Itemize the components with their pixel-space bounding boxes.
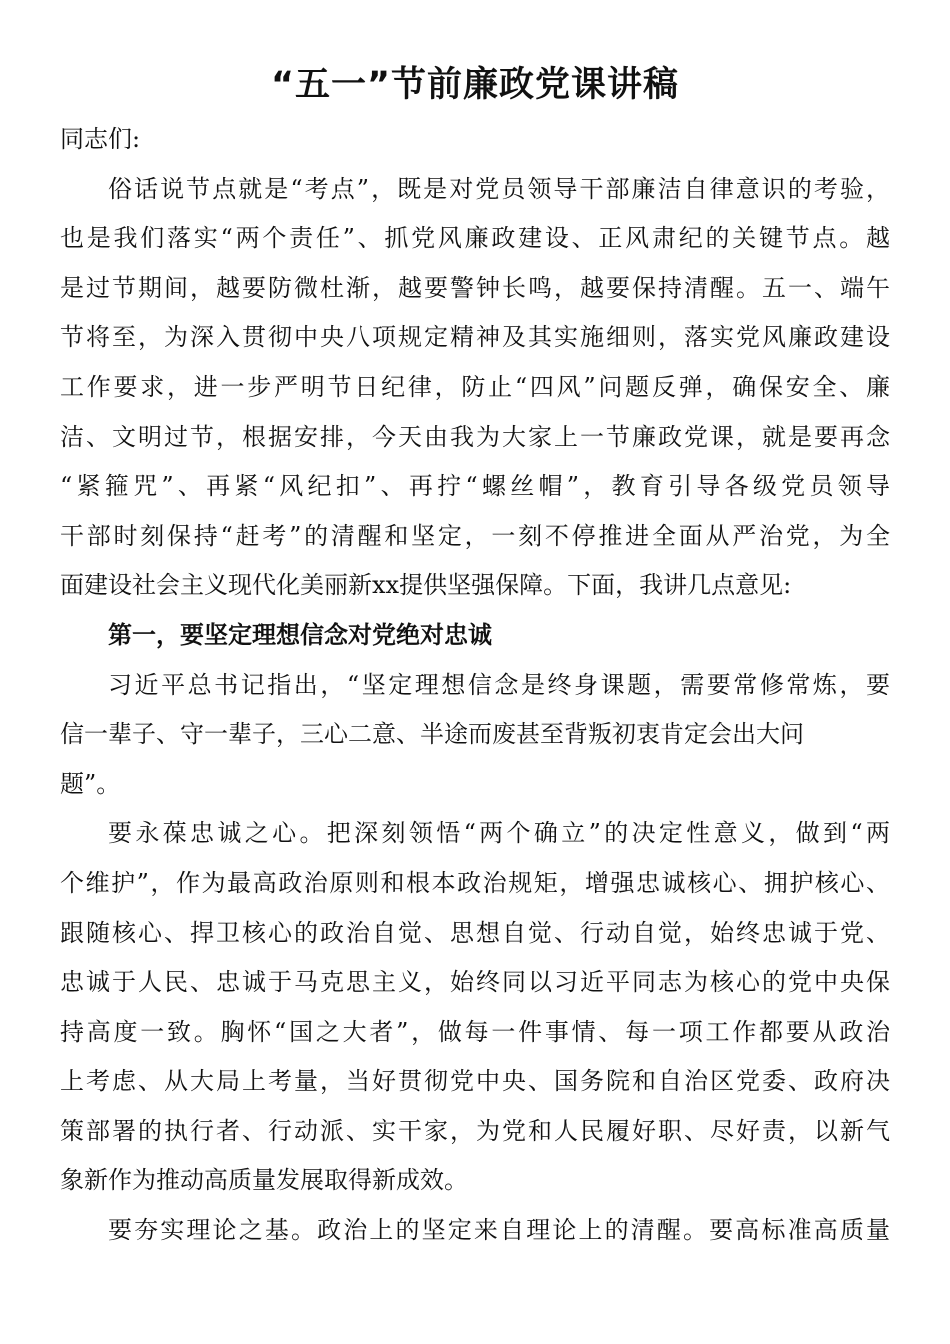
text-line: 干部时刻保持“赶考”的清醒和坚定，一刻不停推进全面从严治党，为全 xyxy=(60,521,890,550)
text-line: 是过节期间，越要防微杜渐，越要警钟长鸣，越要保持清醒。五一、端午 xyxy=(60,273,890,302)
text-line: 策部署的执行者、行动派、实干家，为党和人民履好职、尽好责，以新气 xyxy=(60,1116,890,1145)
text-line: 上考虑、从大局上考量，当好贯彻党中央、国务院和自治区党委、政府决 xyxy=(60,1067,890,1096)
text-line: 节将至，为深入贯彻中央八项规定精神及其实施细则，落实党风廉政建设 xyxy=(60,323,890,352)
text-line: 面建设社会主义现代化美丽新xx提供坚强保障。下面，我讲几点意见: xyxy=(60,571,792,600)
text-line: 个维护”，作为最高政治原则和根本政治规矩，增强忠诚核心、拥护核心、 xyxy=(60,868,890,897)
text-line: 持高度一致。胸怀“国之大者”，做每一件事情、每一项工作都要从政治 xyxy=(60,1017,890,1046)
text-line: 信一辈子、守一辈子，三心二意、半途而废甚至背叛初衷肯定会出大问 xyxy=(60,720,804,749)
document-body xyxy=(60,115,890,1256)
text-line: 洁、文明过节，根据安排，今天由我为大家上一节廉政党课，就是要再念 xyxy=(60,422,890,451)
text-line: 工作要求，进一步严明节日纪律，防止“四风”问题反弹，确保安全、廉 xyxy=(60,372,890,401)
document-title: “五一”节前廉政党课讲稿 xyxy=(270,65,679,105)
section-heading: 第一，要坚定理想信念对党绝对忠诚 xyxy=(108,620,492,649)
text-line: 也是我们落实“两个责任”、抓党风廉政建设、正风肃纪的关键节点。越 xyxy=(60,224,890,253)
text-line: 习近平总书记指出，“坚定理想信念是终身课题，需要常修常炼，要 xyxy=(108,670,890,699)
text-line: “紧箍咒”、再紧“风纪扣”、再拧“螺丝帽”，教育引导各级党员领导 xyxy=(60,472,890,501)
text-line: 同志们: xyxy=(60,125,141,153)
text-line: 要夯实理论之基。政治上的坚定来自理论上的清醒。要高标准高质量 xyxy=(108,1216,890,1245)
text-line: 象新作为推动高质量发展取得新成效。 xyxy=(60,1166,468,1195)
text-line: 俗话说节点就是“考点”，既是对党员领导干部廉洁自律意识的考验， xyxy=(108,174,890,203)
text-line: 题”。 xyxy=(60,769,121,798)
text-line: 跟随核心、捍卫核心的政治自觉、思想自觉、行动自觉，始终忠诚于党、 xyxy=(60,918,890,947)
text-line: 要永葆忠诚之心。把深刻领悟“两个确立”的决定性意义，做到“两 xyxy=(108,819,890,848)
text-line: 忠诚于人民、忠诚于马克思主义，始终同以习近平同志为核心的党中央保 xyxy=(60,968,890,997)
